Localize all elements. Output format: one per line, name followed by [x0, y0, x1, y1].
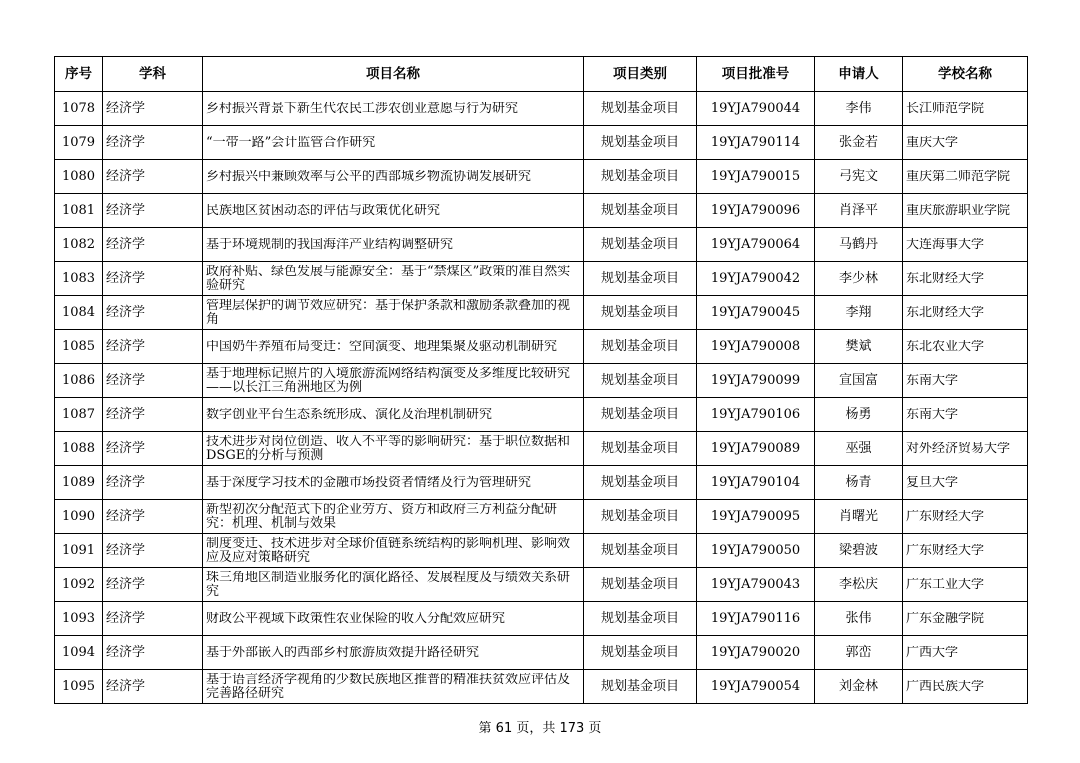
cell-subject: 经济学 — [103, 160, 203, 194]
cell-school — [903, 670, 1028, 704]
cell-title-text: 民族地区贫困动态的评估与政策优化研究 — [206, 203, 441, 218]
cell-title — [203, 670, 584, 704]
cell-code: 19YJA790106 — [697, 398, 815, 432]
project-table-container — [54, 56, 1028, 704]
cell-code: 19YJA790089 — [697, 432, 815, 466]
cell-title-text: 基于语言经济学视角的少数民族地区推普的精准扶贫效应评估及完善路径研究 — [206, 672, 571, 701]
cell-school — [903, 602, 1028, 636]
page-footer: 第 61 页，共 173 页 — [478, 721, 602, 736]
cell-title-text: 珠三角地区制造业服务化的演化路径、发展程度及与绩效关系研究 — [206, 570, 571, 599]
cell-title — [203, 534, 584, 568]
table-row — [55, 602, 1028, 636]
column-header-title: 项目名称 — [203, 57, 584, 92]
table-row — [55, 636, 1028, 670]
cell-no: 1080 — [55, 160, 103, 194]
cell-code: 19YJA790050 — [697, 534, 815, 568]
cell-school-text: 广西大学 — [906, 645, 959, 660]
cell-school-text: 广东财经大学 — [906, 543, 985, 558]
cell-school-text: 复旦大学 — [906, 475, 959, 490]
cell-no: 1094 — [55, 636, 103, 670]
cell-title — [203, 568, 584, 602]
cell-type: 规划基金项目 — [584, 194, 697, 228]
project-table — [54, 56, 1028, 704]
cell-school — [903, 92, 1028, 126]
table-row — [55, 398, 1028, 432]
cell-subject: 经济学 — [103, 398, 203, 432]
cell-school-text: 大连海事大学 — [906, 237, 985, 252]
cell-applicant: 宣国富 — [815, 364, 903, 398]
cell-no: 1088 — [55, 432, 103, 466]
cell-type: 规划基金项目 — [584, 92, 697, 126]
cell-subject: 经济学 — [103, 194, 203, 228]
cell-type: 规划基金项目 — [584, 228, 697, 262]
cell-code: 19YJA790114 — [697, 126, 815, 160]
cell-school-text: 东南大学 — [906, 373, 959, 388]
cell-subject: 经济学 — [103, 330, 203, 364]
cell-subject: 经济学 — [103, 534, 203, 568]
cell-applicant: 樊斌 — [815, 330, 903, 364]
cell-title-text: 乡村振兴中兼顾效率与公平的西部城乡物流协调发展研究 — [206, 169, 532, 184]
cell-title — [203, 500, 584, 534]
cell-title-text: 财政公平视域下政策性农业保险的收入分配效应研究 — [206, 611, 506, 626]
cell-type: 规划基金项目 — [584, 262, 697, 296]
cell-code: 19YJA790064 — [697, 228, 815, 262]
cell-title — [203, 126, 584, 160]
table-row — [55, 364, 1028, 398]
cell-school — [903, 500, 1028, 534]
cell-subject: 经济学 — [103, 568, 203, 602]
column-header-no: 序号 — [55, 57, 103, 92]
cell-code: 19YJA790043 — [697, 568, 815, 602]
cell-no: 1086 — [55, 364, 103, 398]
cell-title-text: 基于外部嵌入的西部乡村旅游质效提升路径研究 — [206, 645, 480, 660]
cell-title — [203, 330, 584, 364]
cell-title — [203, 160, 584, 194]
cell-no: 1091 — [55, 534, 103, 568]
cell-subject: 经济学 — [103, 296, 203, 330]
cell-code: 19YJA790104 — [697, 466, 815, 500]
cell-school — [903, 330, 1028, 364]
cell-school — [903, 534, 1028, 568]
cell-title — [203, 432, 584, 466]
cell-applicant: 张伟 — [815, 602, 903, 636]
cell-title-text: 基于环境规制的我国海洋产业结构调整研究 — [206, 237, 454, 252]
cell-school-text: 重庆旅游职业学院 — [906, 203, 1011, 218]
table-row — [55, 160, 1028, 194]
table-row — [55, 194, 1028, 228]
cell-code: 19YJA790095 — [697, 500, 815, 534]
column-header-code: 项目批准号 — [697, 57, 815, 92]
cell-school-text: 广西民族大学 — [906, 679, 985, 694]
cell-type: 规划基金项目 — [584, 602, 697, 636]
table-row — [55, 568, 1028, 602]
cell-school-text: 广东金融学院 — [906, 611, 985, 626]
table-row — [55, 670, 1028, 704]
cell-subject: 经济学 — [103, 228, 203, 262]
cell-code: 19YJA790116 — [697, 602, 815, 636]
cell-title — [203, 466, 584, 500]
cell-code: 19YJA790054 — [697, 670, 815, 704]
cell-subject: 经济学 — [103, 602, 203, 636]
cell-applicant: 刘金林 — [815, 670, 903, 704]
cell-type: 规划基金项目 — [584, 500, 697, 534]
cell-school-text: 东南大学 — [906, 407, 959, 422]
table-row — [55, 126, 1028, 160]
cell-school — [903, 296, 1028, 330]
cell-title — [203, 228, 584, 262]
cell-type: 规划基金项目 — [584, 296, 697, 330]
cell-school-text: 东北财经大学 — [906, 305, 985, 320]
cell-title-text: 制度变迁、技术进步对全球价值链系统结构的影响机理、影响效应及应对策略研究 — [206, 536, 571, 565]
cell-type: 规划基金项目 — [584, 534, 697, 568]
table-row — [55, 296, 1028, 330]
cell-applicant: 张金若 — [815, 126, 903, 160]
cell-subject: 经济学 — [103, 432, 203, 466]
table-row — [55, 534, 1028, 568]
cell-title — [203, 398, 584, 432]
cell-code: 19YJA790096 — [697, 194, 815, 228]
cell-no: 1079 — [55, 126, 103, 160]
cell-type: 规划基金项目 — [584, 364, 697, 398]
cell-no: 1081 — [55, 194, 103, 228]
table-row — [55, 228, 1028, 262]
cell-title-text: 管理层保护的调节效应研究：基于保护条款和激励条款叠加的视角 — [206, 298, 571, 327]
cell-title-text: 政府补贴、绿色发展与能源安全：基于“禁煤区”政策的准自然实验研究 — [206, 264, 571, 293]
cell-applicant: 李松庆 — [815, 568, 903, 602]
cell-no: 1093 — [55, 602, 103, 636]
table-row — [55, 262, 1028, 296]
cell-type: 规划基金项目 — [584, 466, 697, 500]
cell-title — [203, 92, 584, 126]
column-header-subject: 学科 — [103, 57, 203, 92]
cell-title-text: 新型初次分配范式下的企业劳方、资方和政府三方利益分配研究：机理、机制与效果 — [206, 502, 558, 531]
cell-no: 1078 — [55, 92, 103, 126]
cell-title-text: 中国奶牛养殖布局变迁：空间演变、地理集聚及驱动机制研究 — [206, 339, 558, 354]
cell-applicant: 李伟 — [815, 92, 903, 126]
cell-applicant: 梁碧波 — [815, 534, 903, 568]
cell-type: 规划基金项目 — [584, 398, 697, 432]
cell-subject: 经济学 — [103, 636, 203, 670]
cell-school-text: 东北财经大学 — [906, 271, 985, 286]
cell-applicant: 弓宪文 — [815, 160, 903, 194]
cell-code: 19YJA790042 — [697, 262, 815, 296]
cell-applicant: 郭峦 — [815, 636, 903, 670]
cell-school — [903, 194, 1028, 228]
table-row — [55, 92, 1028, 126]
cell-school — [903, 636, 1028, 670]
cell-school-text: 长江师范学院 — [906, 101, 985, 116]
cell-title — [203, 296, 584, 330]
cell-school-text: 对外经济贸易大学 — [906, 441, 1011, 456]
cell-school — [903, 398, 1028, 432]
cell-title-text: “一带一路”会计监管合作研究 — [206, 135, 376, 150]
cell-no: 1082 — [55, 228, 103, 262]
cell-no: 1090 — [55, 500, 103, 534]
cell-applicant: 马鹤丹 — [815, 228, 903, 262]
cell-applicant: 杨青 — [815, 466, 903, 500]
cell-school — [903, 466, 1028, 500]
column-header-applicant: 申请人 — [815, 57, 903, 92]
cell-applicant: 李少林 — [815, 262, 903, 296]
cell-no: 1095 — [55, 670, 103, 704]
cell-title-text: 乡村振兴背景下新生代农民工涉农创业意愿与行为研究 — [206, 101, 519, 116]
cell-title — [203, 262, 584, 296]
cell-school-text: 重庆大学 — [906, 135, 959, 150]
cell-no: 1084 — [55, 296, 103, 330]
cell-school — [903, 160, 1028, 194]
cell-type: 规划基金项目 — [584, 568, 697, 602]
cell-no: 1092 — [55, 568, 103, 602]
cell-no: 1085 — [55, 330, 103, 364]
cell-school — [903, 568, 1028, 602]
cell-subject: 经济学 — [103, 466, 203, 500]
cell-code: 19YJA790008 — [697, 330, 815, 364]
cell-no: 1089 — [55, 466, 103, 500]
cell-school — [903, 364, 1028, 398]
cell-type: 规划基金项目 — [584, 330, 697, 364]
cell-title-text: 技术进步对岗位创造、收入不平等的影响研究：基于职位数据和DSGE的分析与预测 — [206, 434, 571, 463]
cell-code: 19YJA790044 — [697, 92, 815, 126]
cell-school — [903, 126, 1028, 160]
cell-applicant: 肖曙光 — [815, 500, 903, 534]
cell-subject: 经济学 — [103, 126, 203, 160]
cell-school-text: 广东工业大学 — [906, 577, 985, 592]
cell-applicant: 巫强 — [815, 432, 903, 466]
cell-applicant: 李翔 — [815, 296, 903, 330]
table-row — [55, 500, 1028, 534]
cell-subject: 经济学 — [103, 670, 203, 704]
cell-type: 规划基金项目 — [584, 670, 697, 704]
cell-applicant: 杨勇 — [815, 398, 903, 432]
cell-school-text: 东北农业大学 — [906, 339, 985, 354]
cell-title — [203, 364, 584, 398]
cell-subject: 经济学 — [103, 500, 203, 534]
cell-subject: 经济学 — [103, 92, 203, 126]
cell-code: 19YJA790015 — [697, 160, 815, 194]
cell-applicant: 肖泽平 — [815, 194, 903, 228]
cell-title-text: 基于深度学习技术的金融市场投资者情绪及行为管理研究 — [206, 475, 532, 490]
table-row — [55, 330, 1028, 364]
cell-code: 19YJA790045 — [697, 296, 815, 330]
cell-school — [903, 228, 1028, 262]
cell-title — [203, 602, 584, 636]
column-header-school: 学校名称 — [903, 57, 1028, 92]
table-row — [55, 466, 1028, 500]
cell-subject: 经济学 — [103, 364, 203, 398]
cell-school-text: 重庆第二师范学院 — [906, 169, 1011, 184]
cell-code: 19YJA790099 — [697, 364, 815, 398]
cell-title — [203, 636, 584, 670]
cell-type: 规划基金项目 — [584, 126, 697, 160]
cell-school — [903, 262, 1028, 296]
cell-type: 规划基金项目 — [584, 160, 697, 194]
cell-school — [903, 432, 1028, 466]
cell-code: 19YJA790020 — [697, 636, 815, 670]
cell-title-text: 数字创业平台生态系统形成、演化及治理机制研究 — [206, 407, 493, 422]
cell-title — [203, 194, 584, 228]
cell-no: 1083 — [55, 262, 103, 296]
cell-school-text: 广东财经大学 — [906, 509, 985, 524]
cell-subject: 经济学 — [103, 262, 203, 296]
cell-title-text: 基于地理标记照片的入境旅游流网络结构演变及多维度比较研究——以长江三角洲地区为例 — [206, 366, 571, 395]
column-header-type: 项目类别 — [584, 57, 697, 92]
cell-type: 规划基金项目 — [584, 432, 697, 466]
table-header-row — [55, 57, 1028, 92]
table-row — [55, 432, 1028, 466]
cell-no: 1087 — [55, 398, 103, 432]
cell-type: 规划基金项目 — [584, 636, 697, 670]
